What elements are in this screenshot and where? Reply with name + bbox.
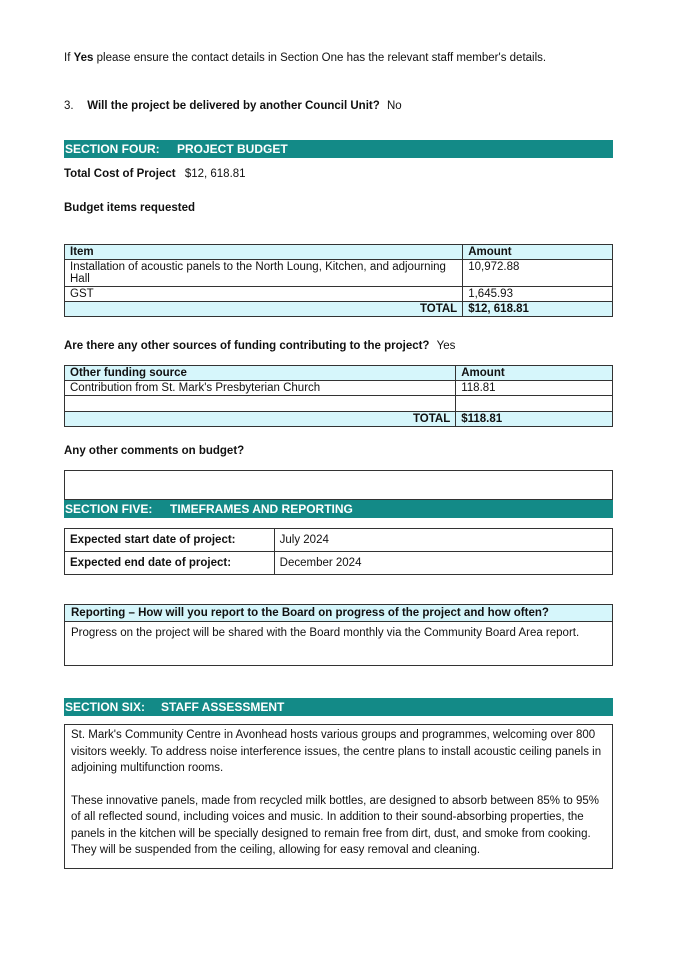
budget-items-label-text: Budget items requested bbox=[64, 202, 195, 214]
start-date-value: July 2024 bbox=[274, 529, 612, 552]
table-row bbox=[65, 552, 613, 575]
reporting-table bbox=[64, 604, 613, 666]
other-funding-question: Are there any other sources of funding contributing to the project? bbox=[64, 340, 430, 352]
cell-amount: 1,645.93 bbox=[463, 287, 613, 302]
table-total-row bbox=[65, 302, 613, 317]
total-cost-value: $12, 618.81 bbox=[184, 168, 246, 180]
budget-comments-label bbox=[64, 445, 244, 457]
section-five-header bbox=[64, 500, 613, 518]
cell-amount bbox=[456, 396, 613, 412]
column-header-amount: Amount bbox=[463, 245, 613, 260]
question-text: Will the project be delivered by another Council Unit? bbox=[87, 100, 380, 112]
total-value: $12, 618.81 bbox=[463, 302, 613, 317]
section-six-header bbox=[64, 698, 613, 716]
section-four-header bbox=[64, 140, 613, 158]
cell-source bbox=[65, 396, 456, 412]
column-header-amount: Amount bbox=[456, 366, 613, 381]
cell-item: Installation of acoustic panels to the North Loung, Kitchen, and adjourning Hall bbox=[65, 260, 463, 287]
total-label: TOTAL bbox=[65, 412, 456, 427]
cell-amount: 10,972.88 bbox=[463, 260, 613, 287]
reporting-answer: Progress on the project will be shared with the Board monthly via the Community Board Area report. bbox=[65, 622, 613, 666]
end-date-label: Expected end date of project: bbox=[65, 552, 275, 575]
start-date-label: Expected start date of project: bbox=[65, 529, 275, 552]
column-header-source: Other funding source bbox=[65, 366, 456, 381]
table-row bbox=[65, 287, 613, 302]
total-cost-line bbox=[64, 168, 246, 180]
table-header-row bbox=[65, 605, 613, 622]
total-value: $118.81 bbox=[456, 412, 613, 427]
section-title: TIMEFRAMES AND REPORTING bbox=[170, 502, 353, 516]
budget-comments-box bbox=[64, 470, 613, 500]
funding-table bbox=[64, 365, 613, 427]
column-header-item: Item bbox=[65, 245, 463, 260]
table-row bbox=[65, 396, 613, 412]
section-title: PROJECT BUDGET bbox=[177, 142, 288, 156]
timeframes-table bbox=[64, 528, 613, 575]
other-funding-line bbox=[64, 340, 455, 352]
intro-rest: please ensure the contact details in Section One has the relevant staff member's details. bbox=[96, 52, 547, 64]
budget-comments-label-text: Any other comments on budget? bbox=[64, 445, 245, 457]
table-header-row bbox=[65, 245, 613, 260]
total-label: TOTAL bbox=[65, 302, 463, 317]
question-answer: No bbox=[386, 100, 402, 112]
table-total-row bbox=[65, 412, 613, 427]
total-cost-label: Total Cost of Project bbox=[64, 168, 176, 180]
table-row bbox=[65, 260, 613, 287]
question-3 bbox=[64, 100, 402, 112]
staff-assessment-box bbox=[64, 724, 613, 869]
reporting-header: Reporting – How will you report to the Board on progress of the project and how often? bbox=[65, 605, 613, 622]
section-number: SECTION FIVE: bbox=[65, 502, 153, 516]
budget-items-label bbox=[64, 202, 195, 214]
budget-table bbox=[64, 244, 613, 317]
end-date-value: December 2024 bbox=[274, 552, 612, 575]
cell-item: GST bbox=[65, 287, 463, 302]
cell-source: Contribution from St. Mark's Presbyterian Church bbox=[65, 381, 456, 396]
section-number: SECTION SIX: bbox=[65, 700, 146, 714]
table-header-row bbox=[65, 366, 613, 381]
intro-line bbox=[64, 52, 546, 64]
intro-prefix: If bbox=[64, 52, 71, 64]
table-row bbox=[65, 381, 613, 396]
intro-yes: Yes bbox=[73, 52, 94, 64]
table-row bbox=[65, 622, 613, 666]
other-funding-answer: Yes bbox=[436, 340, 456, 352]
assessment-paragraph-2: These innovative panels, made from recycled milk bottles, are designed to absorb between 85% to 95% of all reflected sound, including voices and music. In addition to their sound-absorbing properties, the panels in the kitchen will be specially designed to remain free from dirt, dust, and smoke from cooking. They will be suspended from the ceiling, allowing for easy removal and cleaning. bbox=[71, 794, 600, 856]
section-number: SECTION FOUR: bbox=[65, 142, 160, 156]
cell-amount: 118.81 bbox=[456, 381, 613, 396]
table-row bbox=[65, 529, 613, 552]
section-title: STAFF ASSESSMENT bbox=[161, 700, 285, 714]
question-number: 3. bbox=[64, 100, 74, 112]
assessment-paragraph-1: St. Mark's Community Centre in Avonhead hosts various groups and programmes, welcoming over 800 visitors weekly. To address noise interference issues, the centre plans to install acoustic ceiling panels in adjoining multifunction rooms. bbox=[71, 729, 602, 774]
